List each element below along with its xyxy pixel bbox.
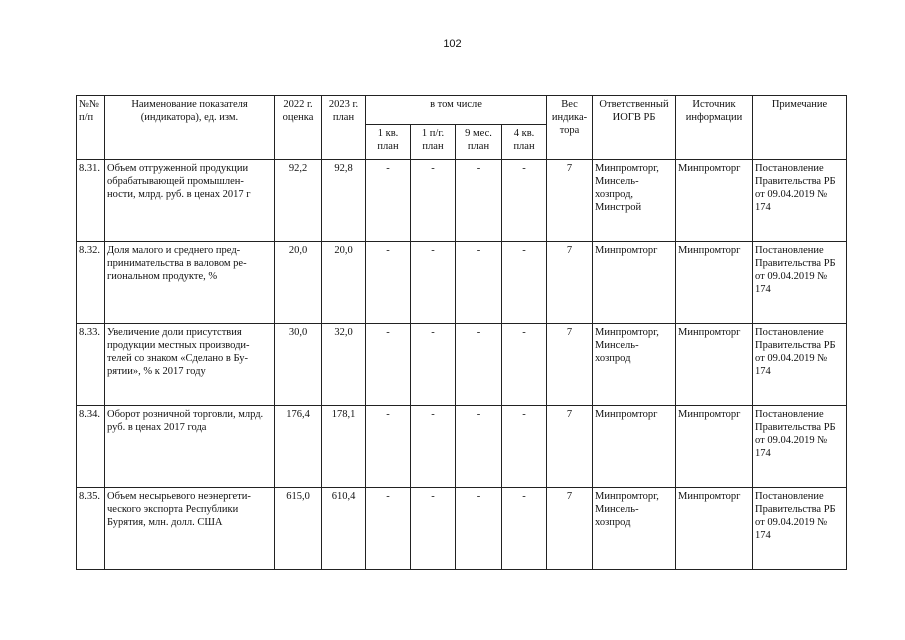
header-q4: 4 кв. план	[502, 125, 547, 160]
row-indicator-name: Доля малого и среднего пред-принимательства в валовом ре-гиональном продукте, %	[105, 242, 275, 324]
table-header-row	[77, 96, 847, 125]
indicators-table	[76, 95, 847, 570]
header-q1: 1 кв. план	[366, 125, 411, 160]
row-weight: 7	[547, 242, 593, 324]
row-indicator-name: Оборот розничной торговли, млрд. руб. в ценах 2017 года	[105, 406, 275, 488]
header-name: Наименование показателя (индикатора), ед. изм.	[105, 96, 275, 160]
header-including: в том числе	[366, 96, 547, 125]
row-value-2022: 176,4	[275, 406, 322, 488]
row-value-2022: 30,0	[275, 324, 322, 406]
row-source: Минпромторг	[676, 242, 753, 324]
row-h1: -	[411, 488, 456, 570]
row-indicator-name: Объем отгруженной продукции обрабатывающей промышлен-ности, млрд. руб. в ценах 2017 г	[105, 160, 275, 242]
row-responsible: Минпромторг	[593, 242, 676, 324]
header-note: Примечание	[753, 96, 847, 160]
row-q1: -	[366, 324, 411, 406]
row-responsible: Минпромторг	[593, 406, 676, 488]
row-source: Минпромторг	[676, 488, 753, 570]
row-source: Минпромторг	[676, 406, 753, 488]
header-h1: 1 п/г. план	[411, 125, 456, 160]
row-9m: -	[456, 406, 502, 488]
row-value-2023: 20,0	[322, 242, 366, 324]
row-responsible: Минпромторг, Минсель-хозпрод	[593, 324, 676, 406]
row-indicator-name: Объем несырьевого неэнергети-ческого экспорта Республики Бурятия, млн. долл. США	[105, 488, 275, 570]
header-source: Источник информации	[676, 96, 753, 160]
row-9m: -	[456, 160, 502, 242]
row-responsible: Минпромторг, Минсель-хозпрод, Минстрой	[593, 160, 676, 242]
table-row	[77, 160, 847, 242]
row-indicator-name: Увеличение доли присутствия продукции местных производи-телей со знаком «Сделано в Бу-рятии», % к 2017 году	[105, 324, 275, 406]
row-responsible: Минпромторг, Минсель-хозпрод	[593, 488, 676, 570]
row-q4: -	[502, 488, 547, 570]
row-q4: -	[502, 406, 547, 488]
row-value-2022: 615,0	[275, 488, 322, 570]
row-value-2023: 610,4	[322, 488, 366, 570]
row-source: Минпромторг	[676, 160, 753, 242]
row-q1: -	[366, 488, 411, 570]
row-weight: 7	[547, 160, 593, 242]
page-number: 102	[443, 38, 462, 50]
row-weight: 7	[547, 406, 593, 488]
row-value-2023: 92,8	[322, 160, 366, 242]
row-h1: -	[411, 406, 456, 488]
table-row	[77, 488, 847, 570]
row-num: 8.34.	[77, 406, 105, 488]
row-q1: -	[366, 406, 411, 488]
table-row	[77, 324, 847, 406]
row-note: Постановление Правительства РБ от 09.04.2019 № 174	[753, 160, 847, 242]
header-2022: 2022 г. оценка	[275, 96, 322, 160]
row-note: Постановление Правительства РБ от 09.04.2019 № 174	[753, 242, 847, 324]
row-h1: -	[411, 160, 456, 242]
row-h1: -	[411, 324, 456, 406]
row-weight: 7	[547, 324, 593, 406]
row-9m: -	[456, 324, 502, 406]
row-h1: -	[411, 242, 456, 324]
row-value-2022: 20,0	[275, 242, 322, 324]
row-note: Постановление Правительства РБ от 09.04.2019 № 174	[753, 324, 847, 406]
row-num: 8.31.	[77, 160, 105, 242]
row-value-2022: 92,2	[275, 160, 322, 242]
row-note: Постановление Правительства РБ от 09.04.2019 № 174	[753, 488, 847, 570]
table-row	[77, 406, 847, 488]
row-value-2023: 32,0	[322, 324, 366, 406]
table-row	[77, 242, 847, 324]
row-9m: -	[456, 488, 502, 570]
row-9m: -	[456, 242, 502, 324]
row-source: Минпромторг	[676, 324, 753, 406]
row-value-2023: 178,1	[322, 406, 366, 488]
row-weight: 7	[547, 488, 593, 570]
row-num: 8.35.	[77, 488, 105, 570]
row-q4: -	[502, 324, 547, 406]
header-9m: 9 мес. план	[456, 125, 502, 160]
header-2023: 2023 г. план	[322, 96, 366, 160]
row-num: 8.32.	[77, 242, 105, 324]
row-num: 8.33.	[77, 324, 105, 406]
row-note: Постановление Правительства РБ от 09.04.2019 № 174	[753, 406, 847, 488]
header-responsible: Ответственный ИОГВ РБ	[593, 96, 676, 160]
row-q1: -	[366, 242, 411, 324]
row-q4: -	[502, 160, 547, 242]
row-q4: -	[502, 242, 547, 324]
header-num: №№ п/п	[77, 96, 105, 160]
header-weight: Вес индика-тора	[547, 96, 593, 160]
row-q1: -	[366, 160, 411, 242]
